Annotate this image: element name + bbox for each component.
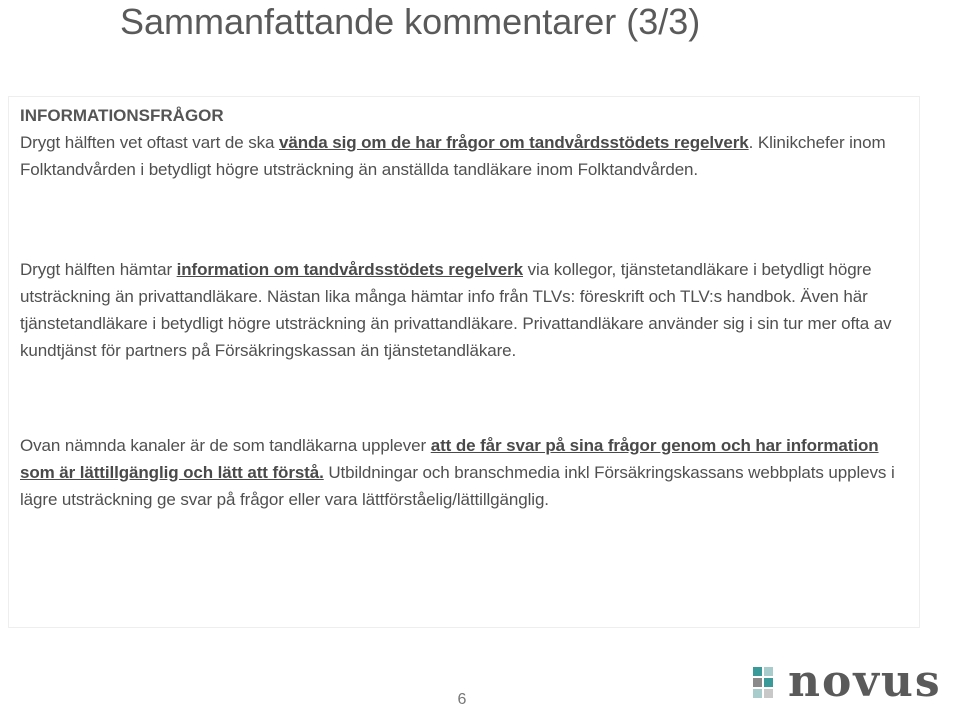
section-2 — [20, 256, 910, 364]
section-heading: INFORMATIONSFRÅGOR — [20, 106, 224, 125]
content-box — [8, 96, 920, 628]
paragraph-2-text-a: Drygt hälften hämtar — [20, 260, 177, 279]
paragraph-2 — [20, 256, 910, 364]
novus-logo — [750, 656, 960, 709]
paragraph-2-highlight: information om tandvårdsstödets regelverk — [176, 260, 524, 279]
paragraph-1-highlight: vända sig om de har frågor om tandvårdsstödets regelverk — [278, 133, 749, 152]
paragraph-3-highlight: att de får svar på sina frågor genom och har information som är lättillgänglig och lätt att förstå. — [20, 436, 879, 482]
paragraph-2-text-b: via kollegor, tjänstetandläkare i betydligt högre utsträckning än privattandläkare. Nästan lika många hämtar info från TLVs: föreskrift och TLV:s handbok. Även här tjänstetandläkare i betydligt högre utsträckning än privattandläkare. Privattandläkare använder sig i sin tur mer ofta av kundtjänst för partners på Försäkringskassan än tjänstetandläkare. — [20, 260, 892, 360]
logo-squares-icon — [750, 664, 786, 704]
page-number: 6 — [457, 691, 467, 708]
logo-wordmark: novus — [788, 656, 942, 707]
paragraph-1 — [20, 129, 910, 183]
paragraph-3-text-a: Ovan nämnda kanaler är de som tandläkarna upplever — [20, 436, 431, 455]
section-3 — [20, 432, 910, 513]
paragraph-3-text-b: Utbildningar och branschmedia inkl Försäkringskassans webbplats upplevs i lägre utsträckning ge svar på frågor eller vara lättförståelig/lättillgänglig. — [20, 463, 895, 509]
paragraph-1-text-a: Drygt hälften vet oftast vart de ska — [20, 133, 279, 152]
slide-title: Sammanfattande kommentarer (3/3) — [120, 1, 701, 42]
paragraph-1-text-b: . Klinikchefer inom Folktandvården i betydligt högre utsträckning än anställda tandläkare inom Folktandvården. — [20, 133, 886, 179]
section-information-questions — [20, 103, 910, 183]
paragraph-3 — [20, 432, 910, 513]
